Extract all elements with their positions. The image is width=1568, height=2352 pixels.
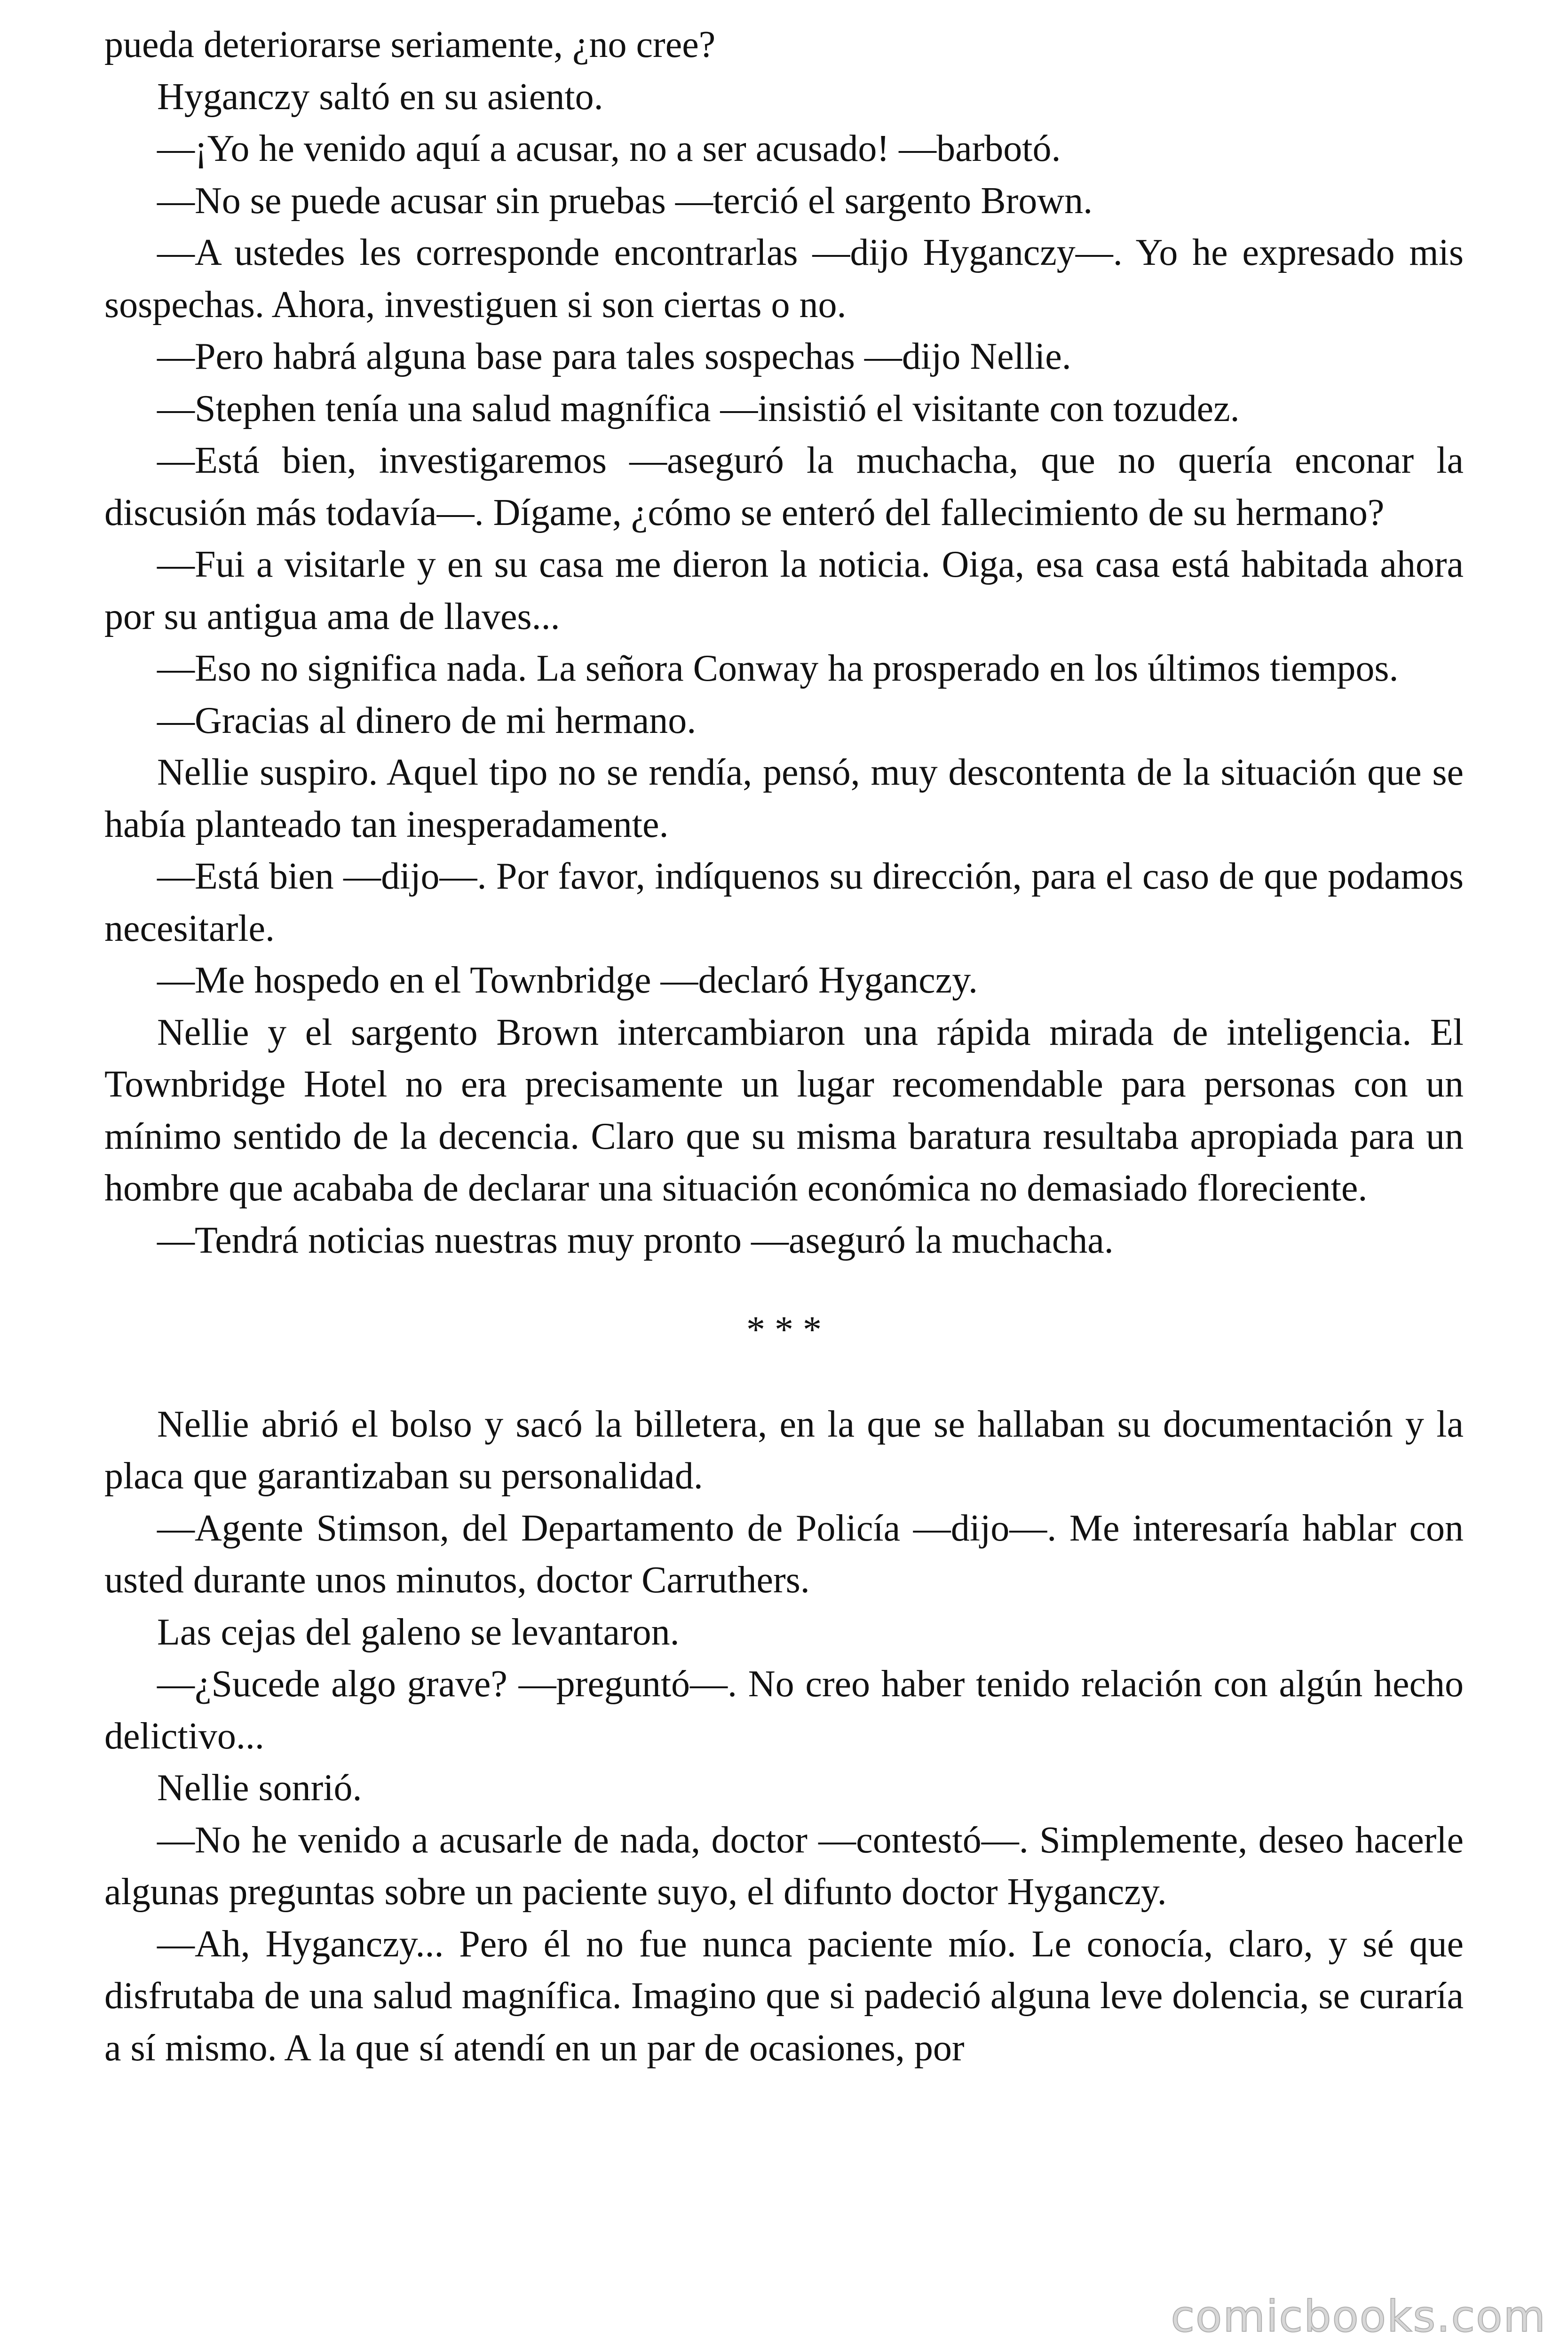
paragraph: —Agente Stimson, del Departamento de Policía —dijo—. Me interesaría hablar con usted durante unos minutos, doctor Carruthers.: [104, 1507, 1464, 1601]
paragraph: —Está bien, investigaremos —aseguró la muchacha, que no quería enconar la discusión más todavía—. Dígame, ¿cómo se enteró del fallecimiento de su hermano?: [104, 440, 1464, 533]
paragraph: Nellie abrió el bolso y sacó la billetera, en la que se hallaban su documentación y la placa que garantizaban su personalidad.: [104, 1403, 1464, 1497]
paragraph: Nellie y el sargento Brown intercambiaron una rápida mirada de inteligencia. El Townbridge Hotel no era precisamente un lugar recomendable para personas con un mínimo sentido de la decencia. Claro que su misma baratura resultaba apropiada para un hombre que acababa de declarar una situación económica no demasiado floreciente.: [104, 1011, 1464, 1209]
book-page: [104, 19, 1464, 2074]
paragraph: —Ah, Hyganczy... Pero él no fue nunca paciente mío. Le conocía, claro, y sé que disfrutaba de una salud magnífica. Imagino que si padeció alguna leve dolencia, se curaría a sí mismo. A la que sí atendí en un par de ocasiones, por: [104, 1923, 1464, 2069]
paragraph: —Eso no significa nada. La señora Conway ha prosperado en los últimos tiempos.: [157, 648, 1399, 689]
paragraph: —No he venido a acusarle de nada, doctor —contestó—. Simplemente, deseo hacerle algunas preguntas sobre un paciente suyo, el difunto doctor Hyganczy.: [104, 1819, 1464, 1913]
watermark: comicbooks.com: [1171, 2291, 1546, 2342]
paragraph: —Stephen tenía una salud magnífica —insistió el visitante con tozudez.: [157, 388, 1240, 429]
paragraph: —A ustedes les corresponde encontrarlas —dijo Hyganczy—. Yo he expresado mis sospechas. Ahora, investiguen si son ciertas o no.: [104, 232, 1464, 326]
paragraph: —¿Sucede algo grave? —preguntó—. No creo haber tenido relación con algún hecho delictivo...: [104, 1663, 1464, 1757]
paragraph: Las cejas del galeno se levantaron.: [157, 1611, 680, 1653]
paragraph: —¡Yo he venido aquí a acusar, no a ser acusado! —barbotó.: [157, 128, 1061, 169]
paragraph: —Tendrá noticias nuestras muy pronto —aseguró la muchacha.: [157, 1219, 1114, 1261]
paragraph: —Me hospedo en el Townbridge —declaró Hyganczy.: [157, 960, 978, 1001]
paragraph: —No se puede acusar sin pruebas —terció el sargento Brown.: [157, 180, 1093, 222]
paragraph: —Fui a visitarle y en su casa me dieron la noticia. Oiga, esa casa está habitada ahora por su antigua ama de llaves...: [104, 544, 1464, 637]
paragraph: —Está bien —dijo—. Por favor, indíquenos su dirección, para el caso de que podamos necesitarle.: [104, 856, 1464, 949]
paragraph: Nellie suspiro. Aquel tipo no se rendía, pensó, muy descontenta de la situación que se había planteado tan inesperadamente.: [104, 752, 1464, 845]
paragraph: Hyganczy saltó en su asiento.: [157, 76, 603, 118]
paragraph: —Pero habrá alguna base para tales sospechas —dijo Nellie.: [157, 336, 1071, 377]
paragraph: Nellie sonrió.: [157, 1767, 362, 1809]
section-separator: * * *: [746, 1309, 822, 1351]
paragraph: pueda deteriorarse seriamente, ¿no cree?: [104, 24, 716, 65]
paragraph: —Gracias al dinero de mi hermano.: [157, 699, 697, 741]
